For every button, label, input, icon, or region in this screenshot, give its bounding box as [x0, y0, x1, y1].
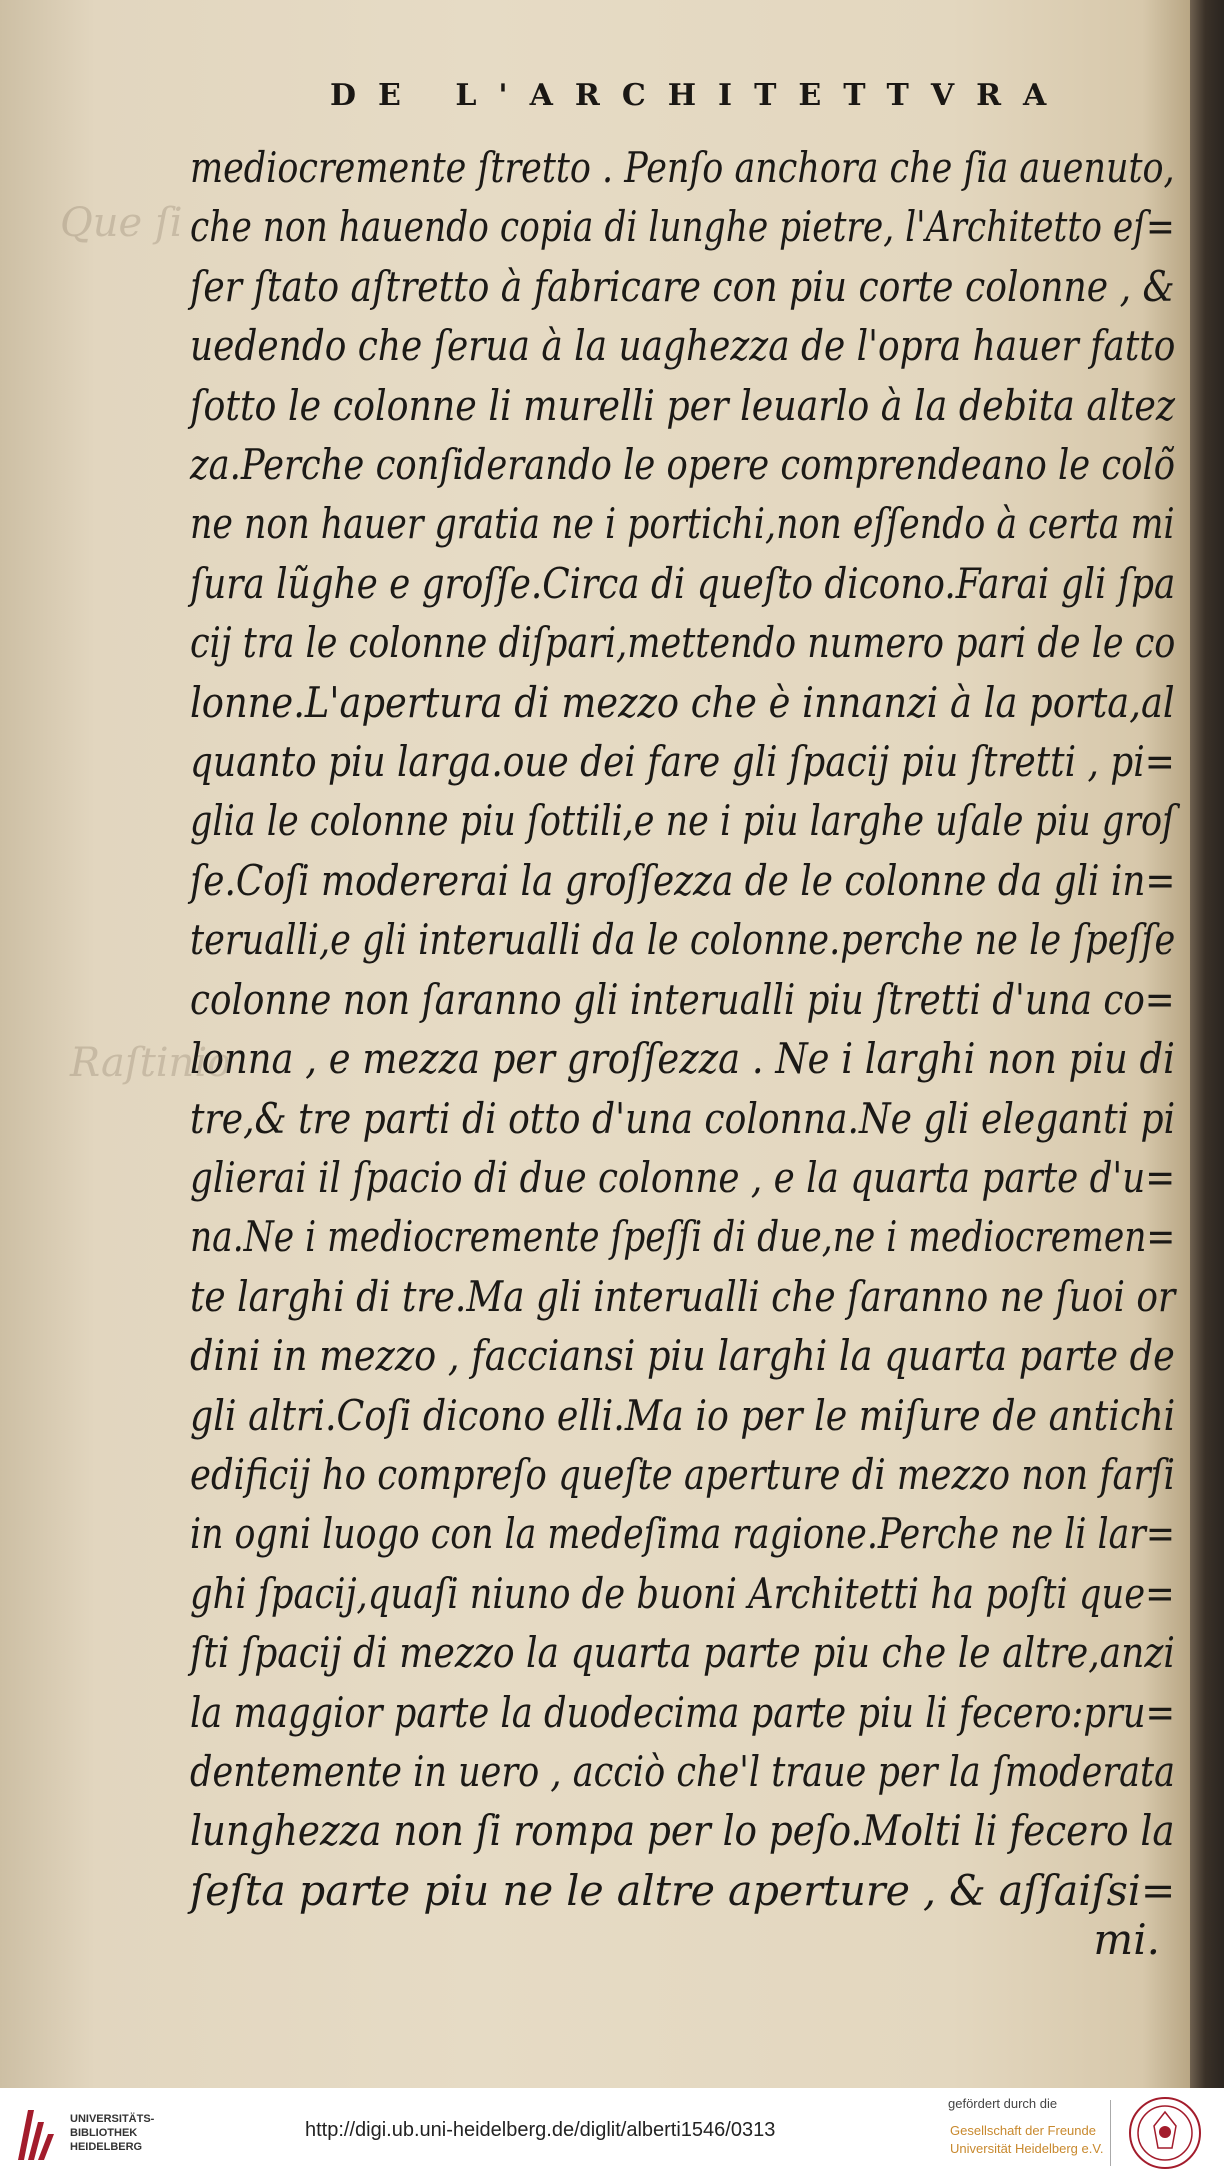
- library-name-line: UNIVERSITÄTS-: [70, 2113, 155, 2125]
- library-name-line: HEIDELBERG: [70, 2141, 143, 2153]
- text-line: dentemente in uero , acciò che'l traue per la ſmoderata: [190, 1746, 1176, 1796]
- text-line: che non hauendo copia di lunghe pietre, l'Architetto eſ=: [190, 202, 1175, 252]
- sponsor-label: gefördert durch die: [948, 2096, 1058, 2111]
- text-block: [190, 138, 1180, 1965]
- show-through-text: Raſtinio: [70, 1040, 232, 1086]
- text-line: ne non hauer gratia ne i portichi,non eſſendo à certa mi: [190, 499, 1175, 549]
- text-line: colonne non ſaranno gli interualli piu ſtretti d'una co=: [190, 974, 1175, 1024]
- page-edge-shadow: [1190, 0, 1224, 2088]
- text-line: in ogni luogo con la medeſima ragione.Perche ne li lar=: [190, 1509, 1176, 1559]
- university-seal-icon: [1128, 2096, 1202, 2170]
- text-line: gli altri.Coſi dicono elli.Ma io per le miſure de antichi: [190, 1390, 1176, 1440]
- sponsor-name-line: Universität Heidelberg e.V.: [950, 2141, 1104, 2156]
- running-head: DE L'ARCHITETTVRA: [330, 78, 1069, 113]
- text-line: tre,& tre parti di otto d'una colonna.Ne gli eleganti pi: [190, 1093, 1176, 1143]
- text-line: quanto piu larga.oue dei fare gli ſpacij piu ſtretti , pi=: [190, 737, 1175, 787]
- text-line: ſotto le colonne li murelli per leuarlo à la debita altez: [190, 380, 1175, 430]
- text-line: mediocremente ſtretto . Penſo anchora che ſia auenuto,: [190, 143, 1175, 192]
- text-line: edificij ho compreſo queſte aperture di mezzo non farſi: [190, 1449, 1175, 1499]
- footer-bar: [0, 2088, 1224, 2178]
- text-line: lunghezza non ſi rompa per lo peſo.Molti li fecero la: [190, 1806, 1175, 1856]
- library-name: [70, 2112, 154, 2154]
- text-line: ſe.Coſi modererai la groſſezza de le colonne da gli in=: [190, 855, 1176, 905]
- text-line: lonna , e mezza per groſſezza . Ne i larghi non piu di: [190, 1034, 1175, 1084]
- text-line: lonne.L'apertura di mezzo che è innanzi à la porta,al: [190, 677, 1175, 727]
- text-line: na.Ne i mediocremente ſpeſſi di due,ne i mediocremen=: [190, 1212, 1176, 1262]
- permalink-url[interactable]: http://digi.ub.uni-heidelberg.de/diglit/alberti1546/0313: [305, 2119, 776, 2141]
- text-line: ſura lũghe e groſſe.Circa di queſto dicono.Farai gli ſpa: [190, 558, 1176, 608]
- text-line: te larghi di tre.Ma gli interualli che ſaranno ne ſuoi or: [190, 1271, 1176, 1321]
- text-line: za.Perche conſiderando le opere comprendeano le colõ: [190, 440, 1176, 490]
- sponsor-name: [950, 2122, 1103, 2158]
- library-name-line: BIBLIOTHEK: [70, 2127, 138, 2139]
- text-line: ſti ſpacij di mezzo la quarta parte piu che le altre,anzi: [190, 1628, 1175, 1678]
- text-line: mi.: [1093, 1915, 1160, 1965]
- university-library-logo-icon: [14, 2102, 62, 2164]
- text-line: ſeſta parte piu ne le altre aperture , & aſſaiſsi=: [190, 1865, 1176, 1915]
- text-line: la maggior parte la duodecima parte piu li fecero:pru=: [190, 1687, 1176, 1737]
- text-line: cij tra le colonne diſpari,mettendo numero pari de le co: [190, 618, 1176, 668]
- show-through-text: Que ſi: [60, 200, 183, 246]
- text-line: glia le colonne piu ſottili,e ne i piu larghe uſale piu groſ: [190, 796, 1175, 846]
- text-line: terualli,e gli interualli da le colonne.perche ne le ſpeſſe: [190, 915, 1176, 965]
- text-line: ghi ſpacij,quaſi niuno de buoni Architetti ha poſti que=: [190, 1568, 1175, 1618]
- text-line: glierai il ſpacio di due colonne , e la quarta parte d'u=: [190, 1152, 1176, 1202]
- footer-divider: [1110, 2100, 1111, 2166]
- text-line: uedendo che ſerua à la uaghezza de l'opra hauer fatto: [190, 321, 1176, 371]
- text-line: ſer ſtato aſtretto à fabricare con piu corte colonne , &: [190, 261, 1175, 311]
- sponsor-name-line: Gesellschaft der Freunde: [950, 2123, 1096, 2138]
- text-line: dini in mezzo , facciansi piu larghi la quarta parte de: [190, 1331, 1175, 1381]
